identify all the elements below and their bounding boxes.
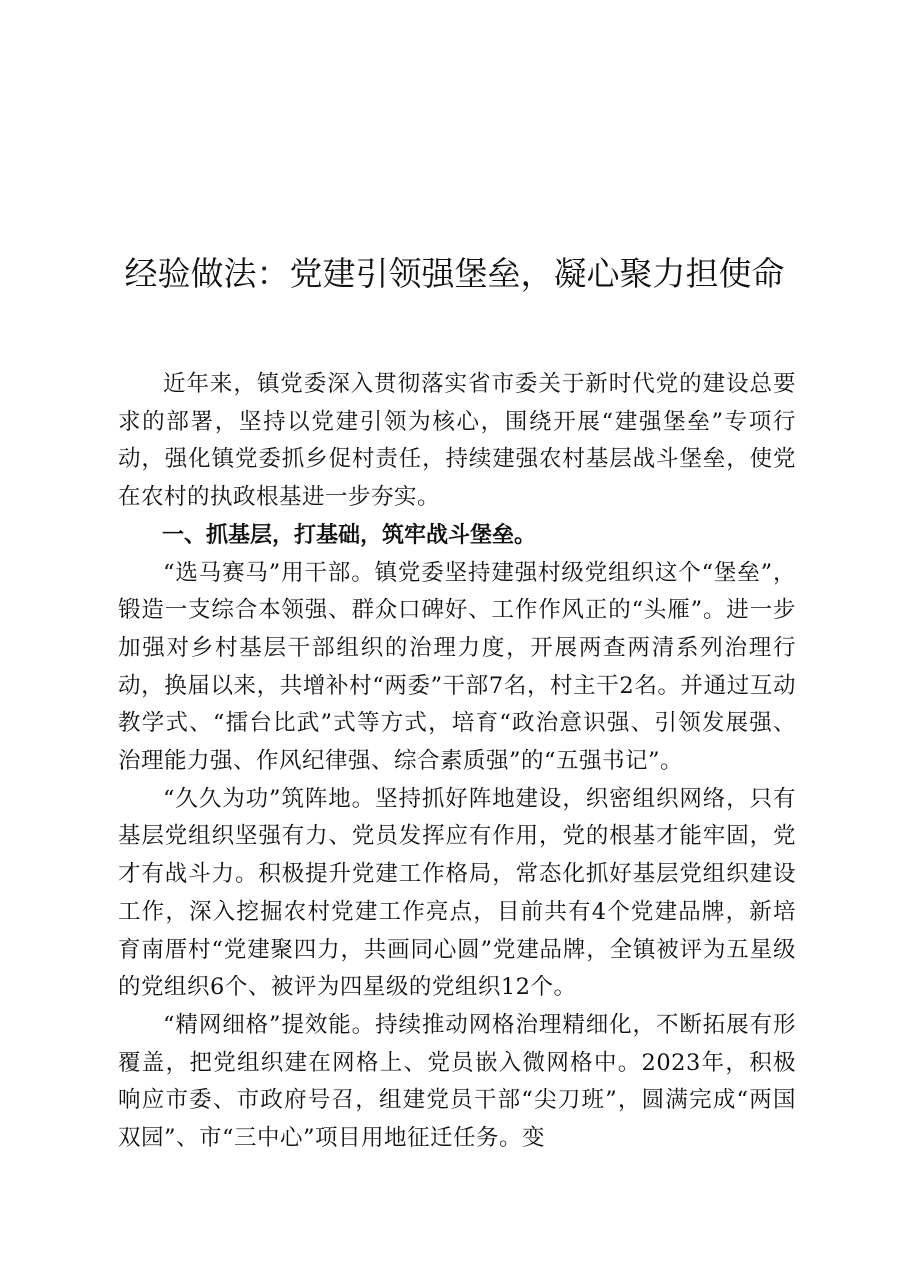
intro-paragraph: 近年来，镇党委深入贯彻落实省市委关于新时代党的建设总要求的部署，坚持以党建引领为核心，围绕开展“建强堡垒”专项行动，强化镇党委抓乡促村责任，持续建强农村基层战斗堡垒，使党在农村的执政根基进一步夯实。 bbox=[118, 371, 796, 511]
document-title: 经验做法：党建引领强堡垒，凝心聚力担使命 bbox=[124, 254, 785, 293]
paragraph-cadre-selection: “选马赛马”用干部。镇党委坚持建强村级党组织这个“堡垒”，锻造一支综合本领强、群众口碑好、工作作风正的“头雁”。进一步加强对乡村基层干部组织的治理力度，开展两查两清系列治理行动，换届以来，共增补村“两委”干部7名，村主干2名。并通过互动教学式、“擂台比武”式等方式，培育“政治意识强、引领发展强、治理能力强、作风纪律强、综合素质强”的“五强书记”。 bbox=[118, 559, 796, 775]
section-heading-1: 一、抓基层，打基础，筑牢战斗堡垒。 bbox=[162, 522, 537, 548]
paragraph-grid-governance: “精网细格”提效能。持续推动网格治理精细化，不断拓展有形覆盖，把党组织建在网格上、党员嵌入微网格中。2023年，积极响应市委、市政府号召，组建党员干部“尖刀班”，圆满完成“两国双园”、市“三中心”项目用地征迁任务。变 bbox=[118, 1011, 796, 1152]
document-body bbox=[118, 366, 796, 1158]
paragraph-position-building: “久久为功”筑阵地。坚持抓好阵地建设，织密组织网络，只有基层党组织坚强有力、党员发挥应有作用，党的根基才能牢固，党才有战斗力。积极提升党建工作格局，常态化抓好基层党组织建设工作，深入挖掘农村党建工作亮点，目前共有4个党建品牌，新培育南厝村“党建聚四力，共画同心圆”党建品牌，全镇被评为五星级的党组织6个、被评为四星级的党组织12个。 bbox=[118, 785, 796, 1001]
